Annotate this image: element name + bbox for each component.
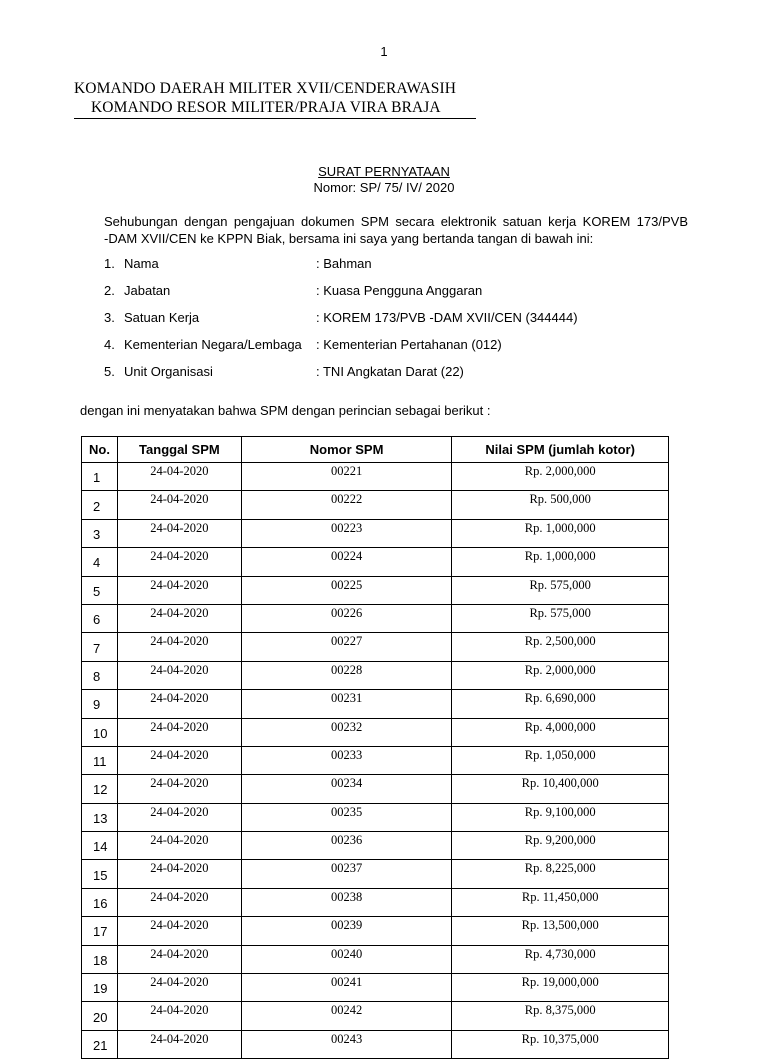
cell-tanggal-spm: 24-04-2020 [117, 519, 241, 547]
intro-line-2: -DAM XVII/CEN ke KPPN Biak, bersama ini saya yang bertanda tangan di bawah ini: [104, 231, 594, 246]
cell-tanggal-spm: 24-04-2020 [117, 690, 241, 718]
cell-tanggal-spm: 24-04-2020 [117, 718, 241, 746]
cell-no: 10 [82, 718, 118, 746]
intro-line-1: Sehubungan dengan pengajuan dokumen SPM secara elektronik satuan kerja KOREM 173/PVB [104, 214, 688, 229]
cell-no: 18 [82, 945, 118, 973]
cell-no: 7 [82, 633, 118, 661]
cell-nomor-spm: 00239 [241, 917, 452, 945]
cell-nilai-spm: Rp. 575,000 [452, 604, 669, 632]
cell-nomor-spm: 00240 [241, 945, 452, 973]
header-no: No. [82, 437, 118, 463]
table-row [82, 519, 669, 547]
cell-tanggal-spm: 24-04-2020 [117, 1030, 241, 1058]
cell-nomor-spm: 00235 [241, 803, 452, 831]
cell-no: 6 [82, 604, 118, 632]
table-row [82, 690, 669, 718]
field-label: Satuan Kerja [124, 310, 200, 325]
document-title-block [0, 164, 768, 196]
cell-nomor-spm: 00227 [241, 633, 452, 661]
table-row [82, 803, 669, 831]
cell-tanggal-spm: 24-04-2020 [117, 945, 241, 973]
cell-no: 15 [82, 860, 118, 888]
cell-nomor-spm: 00221 [241, 463, 452, 491]
cell-tanggal-spm: 24-04-2020 [117, 576, 241, 604]
cell-nomor-spm: 00233 [241, 746, 452, 774]
table-row [82, 1030, 669, 1058]
cell-nomor-spm: 00232 [241, 718, 452, 746]
letterhead [74, 79, 476, 119]
cell-tanggal-spm: 24-04-2020 [117, 661, 241, 689]
table-row [82, 832, 669, 860]
field-number: 1. [104, 256, 115, 271]
cell-nomor-spm: 00234 [241, 775, 452, 803]
header-tanggal-spm: Tanggal SPM [117, 437, 241, 463]
table-row [82, 491, 669, 519]
cell-no: 19 [82, 974, 118, 1002]
table-header-row [82, 437, 669, 463]
cell-no: 1 [82, 463, 118, 491]
statement-text: dengan ini menyatakan bahwa SPM dengan perincian sebagai berikut : [80, 403, 491, 418]
spm-table [81, 436, 669, 1059]
cell-nilai-spm: Rp. 10,375,000 [452, 1030, 669, 1058]
header-nomor-spm: Nomor SPM [241, 437, 452, 463]
cell-nomor-spm: 00237 [241, 860, 452, 888]
cell-tanggal-spm: 24-04-2020 [117, 746, 241, 774]
cell-nilai-spm: Rp. 8,225,000 [452, 860, 669, 888]
cell-nilai-spm: Rp. 575,000 [452, 576, 669, 604]
cell-nomor-spm: 00226 [241, 604, 452, 632]
cell-nomor-spm: 00241 [241, 974, 452, 1002]
table-row [82, 463, 669, 491]
cell-nomor-spm: 00223 [241, 519, 452, 547]
cell-no: 9 [82, 690, 118, 718]
cell-tanggal-spm: 24-04-2020 [117, 860, 241, 888]
table-row [82, 576, 669, 604]
cell-tanggal-spm: 24-04-2020 [117, 604, 241, 632]
cell-tanggal-spm: 24-04-2020 [117, 974, 241, 1002]
field-value: : Bahman [316, 256, 372, 271]
cell-no: 11 [82, 746, 118, 774]
table-row [82, 548, 669, 576]
field-label: Nama [124, 256, 159, 271]
cell-tanggal-spm: 24-04-2020 [117, 633, 241, 661]
cell-no: 16 [82, 888, 118, 916]
table-row [82, 746, 669, 774]
letterhead-line-2: KOMANDO RESOR MILITER/PRAJA VIRA BRAJA [91, 99, 441, 116]
cell-no: 17 [82, 917, 118, 945]
field-value: : Kuasa Pengguna Anggaran [316, 283, 483, 298]
page-number: 1 [380, 44, 388, 59]
cell-nilai-spm: Rp. 11,450,000 [452, 888, 669, 916]
cell-tanggal-spm: 24-04-2020 [117, 775, 241, 803]
cell-nomor-spm: 00231 [241, 690, 452, 718]
cell-nilai-spm: Rp. 4,000,000 [452, 718, 669, 746]
cell-nilai-spm: Rp. 4,730,000 [452, 945, 669, 973]
field-number: 2. [104, 283, 115, 298]
table-row [82, 604, 669, 632]
cell-nilai-spm: Rp. 2,000,000 [452, 463, 669, 491]
cell-nomor-spm: 00224 [241, 548, 452, 576]
field-value: : KOREM 173/PVB -DAM XVII/CEN (344444) [316, 310, 578, 325]
cell-no: 2 [82, 491, 118, 519]
cell-tanggal-spm: 24-04-2020 [117, 1002, 241, 1030]
cell-no: 8 [82, 661, 118, 689]
cell-no: 20 [82, 1002, 118, 1030]
cell-no: 21 [82, 1030, 118, 1058]
cell-no: 12 [82, 775, 118, 803]
field-number: 3. [104, 310, 115, 325]
cell-nilai-spm: Rp. 8,375,000 [452, 1002, 669, 1030]
cell-nomor-spm: 00242 [241, 1002, 452, 1030]
cell-nilai-spm: Rp. 9,200,000 [452, 832, 669, 860]
cell-tanggal-spm: 24-04-2020 [117, 548, 241, 576]
cell-tanggal-spm: 24-04-2020 [117, 463, 241, 491]
cell-tanggal-spm: 24-04-2020 [117, 917, 241, 945]
cell-nilai-spm: Rp. 19,000,000 [452, 974, 669, 1002]
cell-nomor-spm: 00238 [241, 888, 452, 916]
cell-nomor-spm: 00236 [241, 832, 452, 860]
cell-nilai-spm: Rp. 2,500,000 [452, 633, 669, 661]
field-number: 5. [104, 364, 115, 379]
cell-no: 14 [82, 832, 118, 860]
cell-nilai-spm: Rp. 6,690,000 [452, 690, 669, 718]
cell-nilai-spm: Rp. 2,000,000 [452, 661, 669, 689]
cell-nomor-spm: 00222 [241, 491, 452, 519]
cell-nomor-spm: 00243 [241, 1030, 452, 1058]
cell-nilai-spm: Rp. 1,000,000 [452, 548, 669, 576]
cell-no: 13 [82, 803, 118, 831]
cell-no: 4 [82, 548, 118, 576]
table-row [82, 661, 669, 689]
cell-no: 5 [82, 576, 118, 604]
field-label: Jabatan [124, 283, 171, 298]
table-row [82, 945, 669, 973]
cell-nilai-spm: Rp. 1,000,000 [452, 519, 669, 547]
cell-no: 3 [82, 519, 118, 547]
cell-nilai-spm: Rp. 500,000 [452, 491, 669, 519]
cell-tanggal-spm: 24-04-2020 [117, 491, 241, 519]
table-row [82, 888, 669, 916]
intro-paragraph [104, 213, 688, 247]
cell-nilai-spm: Rp. 9,100,000 [452, 803, 669, 831]
letterhead-underline [74, 118, 476, 119]
table-row [82, 917, 669, 945]
cell-nomor-spm: 00225 [241, 576, 452, 604]
field-value: : TNI Angkatan Darat (22) [316, 364, 464, 379]
cell-nilai-spm: Rp. 10,400,000 [452, 775, 669, 803]
header-nilai-spm: Nilai SPM (jumlah kotor) [452, 437, 669, 463]
table-row [82, 633, 669, 661]
cell-tanggal-spm: 24-04-2020 [117, 803, 241, 831]
table-row [82, 718, 669, 746]
table-row [82, 974, 669, 1002]
table-row [82, 775, 669, 803]
letterhead-line-1: KOMANDO DAERAH MILITER XVII/CENDERAWASIH [74, 80, 457, 97]
document-title: SURAT PERNYATAAN [318, 164, 450, 179]
field-value: : Kementerian Pertahanan (012) [316, 337, 502, 352]
table-row [82, 1002, 669, 1030]
cell-tanggal-spm: 24-04-2020 [117, 832, 241, 860]
field-label: Kementerian Negara/Lembaga [124, 337, 302, 352]
field-label: Unit Organisasi [124, 364, 213, 379]
document-number: Nomor: SP/ 75/ IV/ 2020 [313, 180, 455, 195]
cell-tanggal-spm: 24-04-2020 [117, 888, 241, 916]
field-number: 4. [104, 337, 115, 352]
cell-nilai-spm: Rp. 13,500,000 [452, 917, 669, 945]
cell-nomor-spm: 00228 [241, 661, 452, 689]
cell-nilai-spm: Rp. 1,050,000 [452, 746, 669, 774]
table-row [82, 860, 669, 888]
